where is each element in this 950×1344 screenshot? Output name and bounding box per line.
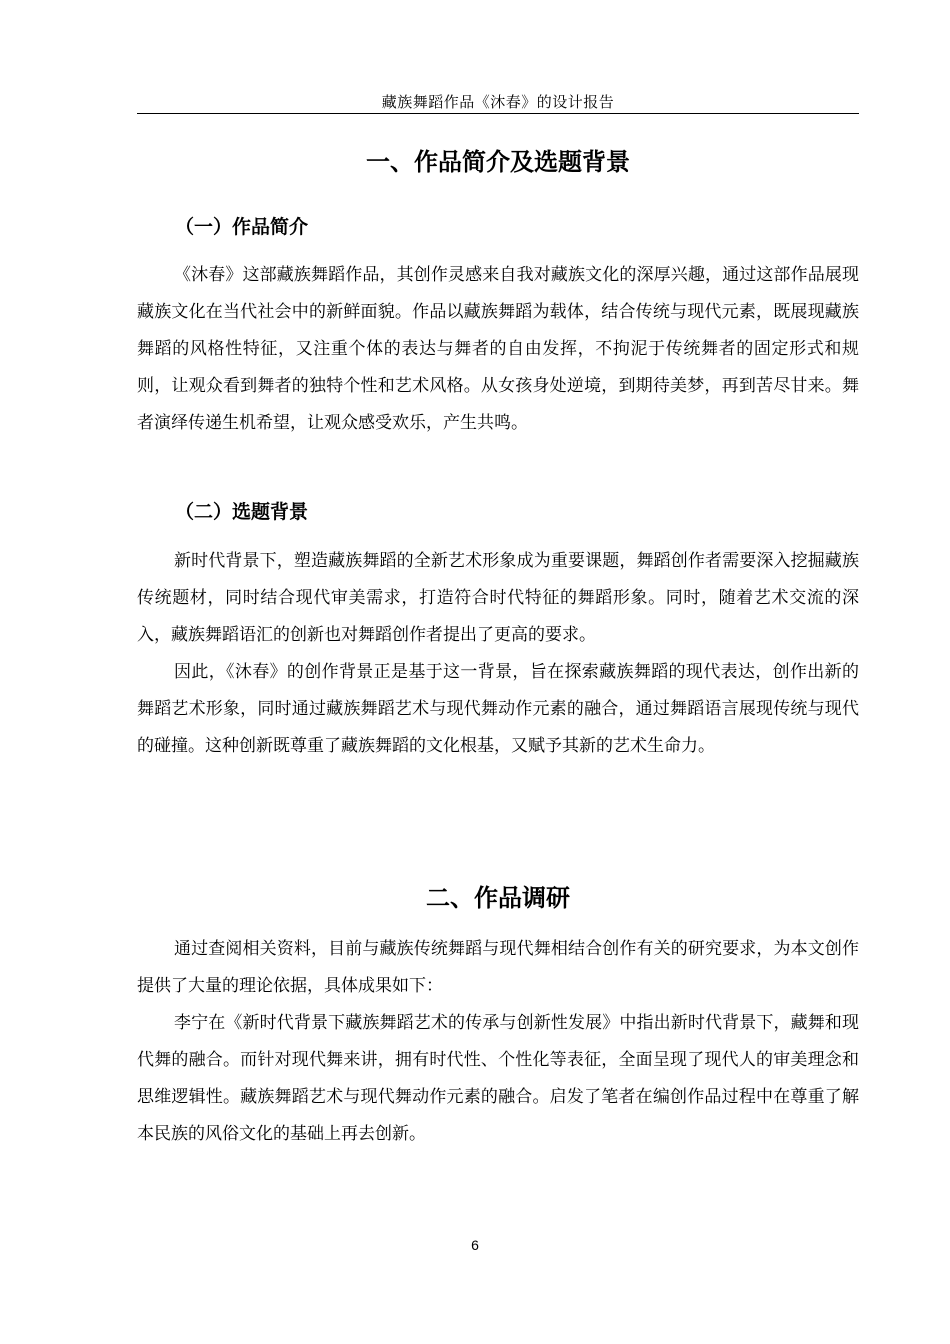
page-number: 6 bbox=[471, 1237, 479, 1253]
section-1-title: 一、作品简介及选题背景 bbox=[366, 148, 630, 176]
subsection-2-title: （二）选题背景 bbox=[175, 501, 309, 523]
section-2-title: 二、作品调研 bbox=[426, 884, 570, 912]
subsection-1-title: （一）作品简介 bbox=[175, 216, 309, 238]
research-paragraph-1: 通过查阅相关资料，目前与藏族传统舞蹈与现代舞相结合创作有关的研究要求，为本文创作提供了大量的理论依据，具体成果如下： bbox=[137, 939, 859, 996]
background-paragraph-1: 新时代背景下，塑造藏族舞蹈的全新艺术形象成为重要课题，舞蹈创作者需要深入挖掘藏族传统题材，同时结合现代审美需求，打造符合时代特征的舞蹈形象。同时，随着艺术交流的深入，藏族舞蹈语汇的创新也对舞蹈创作者提出了更高的要求。 bbox=[137, 551, 859, 645]
intro-paragraph: 《沐春》这部藏族舞蹈作品，其创作灵感来自我对藏族文化的深厚兴趣，通过这部作品展现藏族文化在当代社会中的新鲜面貌。作品以藏族舞蹈为载体，结合传统与现代元素，既展现藏族舞蹈的风格性特征，又注重个体的表达与舞者的自由发挥，不拘泥于传统舞者的固定形式和规则，让观众看到舞者的独特个性和艺术风格。从女孩身处逆境，到期待美梦，再到苦尽甘来。舞者演绎传递生机希望，让观众感受欢乐，产生共鸣。 bbox=[137, 265, 859, 433]
research-paragraph-2: 李宁在《新时代背景下藏族舞蹈艺术的传承与创新性发展》中指出新时代背景下，藏舞和现代舞的融合。而针对现代舞来讲，拥有时代性、个性化等表征，全面呈现了现代人的审美理念和思维逻辑性。藏族舞蹈艺术与现代舞动作元素的融合。启发了笔者在编创作品过程中在尊重了解本民族的风俗文化的基础上再去创新。 bbox=[137, 1013, 859, 1144]
running-title: 藏族舞蹈作品《沐春》的设计报告 bbox=[381, 93, 615, 111]
background-paragraph-2: 因此，《沐春》的创作背景正是基于这一背景，旨在探索藏族舞蹈的现代表达，创作出新的舞蹈艺术形象，同时通过藏族舞蹈艺术与现代舞动作元素的融合，通过舞蹈语言展现传统与现代的碰撞。这种创新既尊重了藏族舞蹈的文化根基，又赋予其新的艺术生命力。 bbox=[137, 662, 859, 756]
running-header bbox=[137, 91, 859, 114]
